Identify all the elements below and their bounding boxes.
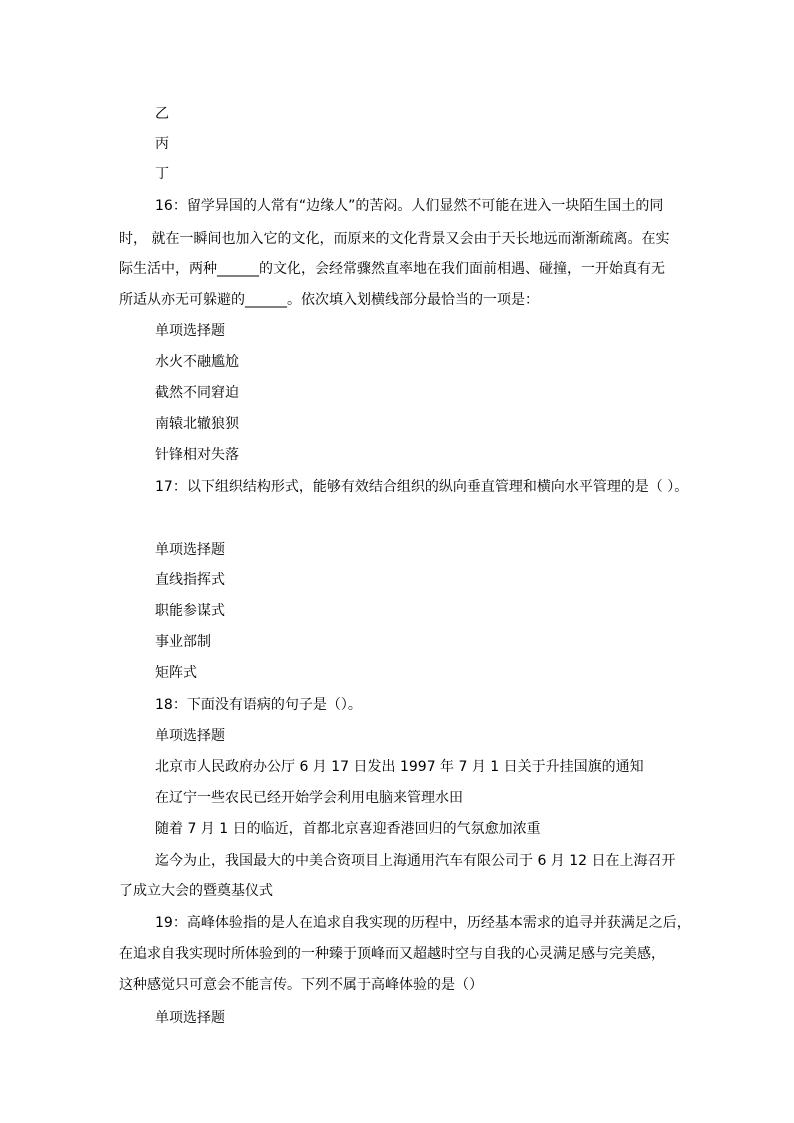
option-text: 截然不同窘迫 — [155, 385, 239, 401]
option-text: 迄今为止，我国最大的中美合资项目上海通用汽车有限公司于 6 月 12 日在上海召开 — [155, 853, 676, 869]
question-type-label: 单项选择题 — [155, 323, 225, 339]
question-16-line: 际生活中，两种______的文化，会经常骤然直率地在我们面前相遇、碰撞，一开始真有无 — [119, 261, 665, 277]
option-text: 南辕北辙狼狈 — [155, 416, 239, 432]
option-text: 丁 — [155, 166, 169, 182]
option-text: 事业部制 — [155, 634, 211, 650]
option-text: 矩阵式 — [155, 665, 197, 681]
option-text: 乙 — [155, 106, 169, 122]
question-17-line: 17：以下组织结构形式，能够有效结合组织的纵向垂直管理和横向水平管理的是（ ）。 — [155, 479, 689, 495]
question-18-line: 18：下面没有语病的句子是（）。 — [155, 697, 362, 713]
option-text: 针锋相对失落 — [155, 447, 239, 463]
question-19-line: 19：高峰体验指的是人在追求自我实现的历程中，历经基本需求的追寻并获满足之后， — [155, 915, 691, 931]
option-text: 水火不融尴尬 — [155, 354, 239, 370]
option-text: 直线指挥式 — [155, 572, 225, 588]
question-type-label: 单项选择题 — [155, 728, 225, 744]
option-text: 在辽宁一些农民已经开始学会利用电脑来管理水田 — [155, 790, 463, 806]
question-type-label: 单项选择题 — [155, 1010, 225, 1026]
question-19-line: 这种感觉只可意会不能言传。下列不属于高峰体验的是（） — [119, 977, 483, 993]
question-16-line: 时， 就在一瞬间也加入它的文化，而原来的文化背景又会由于天长地远而渐渐疏离。在实 — [119, 231, 670, 247]
option-text: 了成立大会的暨奠基仪式 — [119, 883, 273, 899]
question-16-line: 16：留学异国的人常有“边缘人”的苦闷。人们显然不可能在进入一块陌生国土的同 — [155, 198, 664, 214]
option-text: 丙 — [155, 136, 169, 152]
question-19-line: 在追求自我实现时所体验到的一种臻于顶峰而又超越时空与自我的心灵满足感与完美感， — [119, 946, 665, 962]
question-type-label: 单项选择题 — [155, 542, 225, 558]
option-text: 北京市人民政府办公厅 6 月 17 日发出 1997 年 7 月 1 日关于升挂国旗的通知 — [155, 759, 644, 775]
option-text: 职能参谋式 — [155, 603, 225, 619]
option-text: 随着 7 月 1 日的临近，首都北京喜迎香港回归的气氛愈加浓重 — [155, 821, 541, 837]
question-16-line: 所适从亦无可躲避的______。依次填入划横线部分最恰当的一项是： — [119, 292, 539, 308]
